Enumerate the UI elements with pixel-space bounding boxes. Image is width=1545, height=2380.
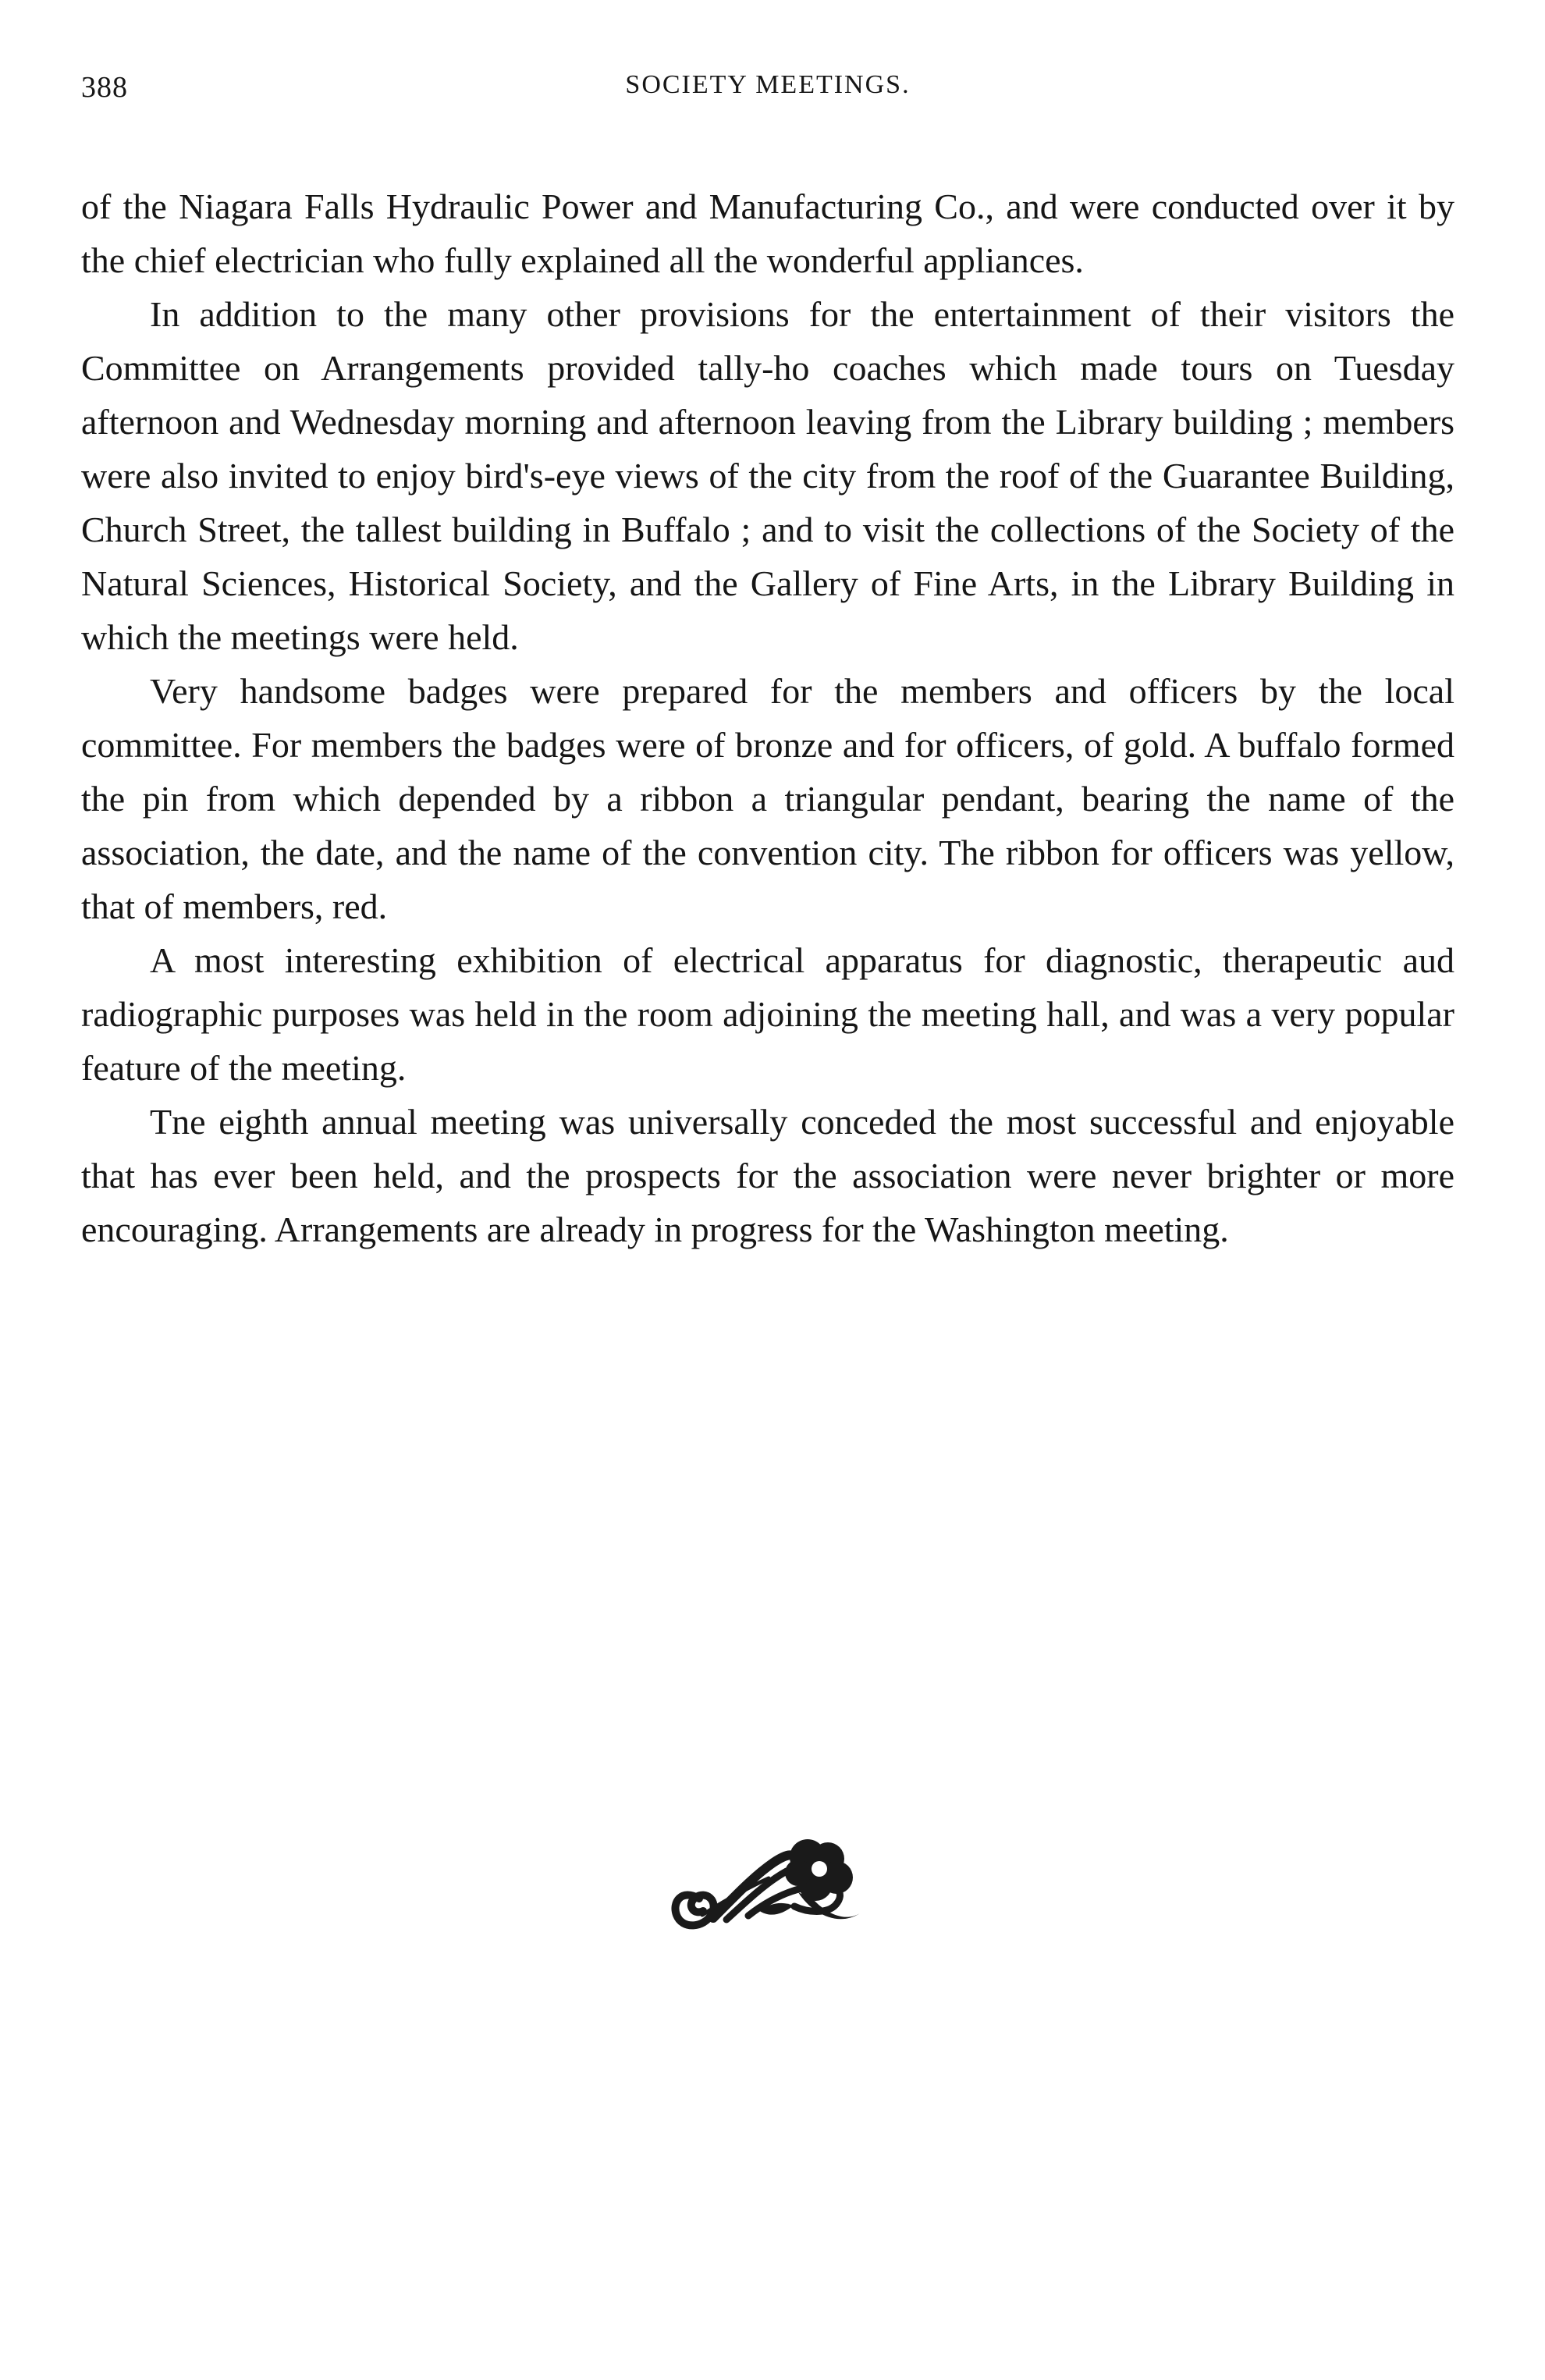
body-text (81, 179, 1454, 1256)
document-page (81, 70, 1454, 1256)
page-number: 388 (81, 71, 128, 104)
paragraph-1: of the Niagara Falls Hydraulic Power and Manufacturing Co., and were conducted over it by the chief electrician who fully explained all the wonderful appliances. (81, 186, 1454, 280)
paragraph-4: A most interesting exhibition of electrical apparatus for diagnostic, therapeutic aud radiographic purposes was held in the room adjoining the meeting hall, and was a very popular feature of the meeting. (81, 940, 1454, 1088)
floral-ornament-icon (655, 1826, 890, 1943)
paragraph-3: Very handsome badges were prepared for the members and officers by the local committee. For members the badges were of bronze and for officers, of gold. A buffalo formed the pin from which depended by a ribbon a triangular pendant, bearing the name of the association, the date, and the name of the convention city. The ribbon for officers was yellow, that of members, red. (81, 671, 1454, 926)
running-head (81, 70, 1454, 125)
paragraph-5: Tne eighth annual meeting was universally conceded the most successful and enjoyable that has ever been held, and the prospects for the association were never brighter or more encouraging. Arrangements are already in progress for the Washington meeting. (81, 1102, 1454, 1249)
paragraph-2: In addition to the many other provisions for the entertainment of their visitors the Committee on Arrangements provided tally-ho coaches which made tours on Tuesday afternoon and Wednesday morning and afternoon leaving from the Library building ; members were also invited to enjoy bird's-eye views of the city from the roof of the Guarantee Building, Church Street, the tallest building in Buffalo ; and to visit the collections of the Society of the Natural Sciences, Historical Society, and the Gallery of Fine Arts, in the Library Building in which the meetings were held. (81, 294, 1454, 657)
header-title: SOCIETY MEETINGS. (625, 70, 911, 99)
